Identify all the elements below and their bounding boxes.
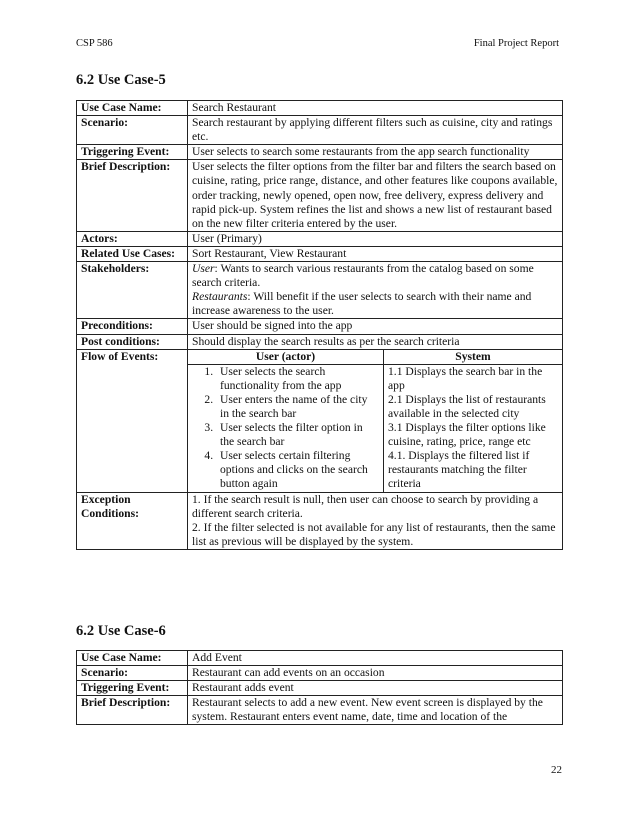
value-triggering-event: User selects to search some restaurants from the app search functionality: [188, 145, 563, 160]
actor-step: 1. User selects the search functionality from the app: [216, 365, 379, 393]
label-triggering-event: Triggering Event:: [77, 681, 188, 696]
flow-actor-steps: [188, 364, 384, 491]
system-step: 4.1. Displays the filtered list if restaurants matching the filter criteria: [388, 449, 530, 491]
value-actors: User (Primary): [188, 231, 563, 246]
row-stakeholders: [77, 262, 563, 319]
label-brief-description: Brief Description:: [77, 160, 188, 231]
label-flow-of-events: Flow of Events:: [77, 349, 188, 492]
section-title-use-case-5: 6.2 Use Case-5: [76, 72, 166, 88]
exception-item: 1. If the search result is null, then user can choose to search by providing a different search criteria.: [192, 492, 539, 520]
label-post-conditions: Post conditions:: [77, 334, 188, 349]
system-step: 1.1 Displays the search bar in the app: [388, 364, 543, 392]
stakeholder-user-text: : Wants to search various restaurants from the catalog based on some search criteria.: [192, 262, 534, 290]
row-post-conditions: [77, 334, 563, 349]
label-use-case-name: Use Case Name:: [77, 651, 188, 666]
actor-step: 4. User selects certain filtering options and clicks on the search button again: [216, 449, 379, 491]
actor-step: 3. User selects the filter option in the search bar: [216, 421, 379, 449]
stakeholder-restaurants: [192, 290, 558, 318]
exception-item: 2. If the filter selected is not available for any list of restaurants, then the same list as previous will be displayed by the system.: [192, 520, 556, 548]
flow-header-system: System: [384, 350, 563, 365]
running-header-right: Final Project Report: [473, 38, 559, 49]
actor-step: 2. User enters the name of the city in the search bar: [216, 393, 379, 421]
value-brief-description: User selects the filter options from the filter bar and filters the search based on cuisine, rating, price range, distance, and other features like coupons available, order tracking, newly opened, open now, free delivery, express delivery and rapid pick-up. System refines the list and shows a new list of restaurant based on the new filter criteria entered by the user.: [188, 160, 563, 231]
value-preconditions: User should be signed into the app: [188, 319, 563, 334]
value-triggering-event: Restaurant adds event: [188, 681, 563, 696]
use-case-6-table: [76, 650, 563, 725]
flow-header-actor: User (actor): [188, 350, 384, 365]
value-scenario: Search restaurant by applying different filters such as cuisine, city and ratings etc.: [188, 116, 563, 145]
row-scenario: [77, 116, 563, 145]
label-actors: Actors:: [77, 231, 188, 246]
row-flow-of-events: [77, 349, 563, 492]
row-use-case-name: [77, 651, 563, 666]
row-exception-conditions: [77, 492, 563, 549]
label-triggering-event: Triggering Event:: [77, 145, 188, 160]
flow-system-steps: [384, 364, 563, 491]
value-stakeholders: [188, 262, 563, 319]
flow-of-events-table: [188, 350, 562, 492]
flow-steps-row: [188, 364, 562, 491]
row-brief-description: [77, 160, 563, 231]
section-title-use-case-6: 6.2 Use Case-6: [76, 623, 166, 639]
row-actors: [77, 231, 563, 246]
page-number: 22: [551, 764, 562, 776]
label-exception-conditions: Exception Conditions:: [77, 492, 188, 549]
value-scenario: Restaurant can add events on an occasion: [188, 666, 563, 681]
stakeholder-user-name: User: [192, 262, 215, 276]
label-scenario: Scenario:: [77, 666, 188, 681]
label-scenario: Scenario:: [77, 116, 188, 145]
stakeholder-restaurants-name: Restaurants: [192, 290, 248, 304]
label-use-case-name: Use Case Name:: [77, 101, 188, 116]
label-brief-description: Brief Description:: [77, 696, 188, 725]
value-exception-conditions: [188, 492, 563, 549]
system-step: 2.1 Displays the list of restaurants available in the selected city: [388, 392, 546, 420]
value-post-conditions: Should display the search results as per the search criteria: [188, 334, 563, 349]
label-stakeholders: Stakeholders:: [77, 262, 188, 319]
value-brief-description: Restaurant selects to add a new event. New event screen is displayed by the system. Restaurant enters event name, date, time and location of the: [188, 696, 563, 725]
actor-steps-list: [192, 365, 379, 492]
use-case-5-table: [76, 100, 563, 550]
label-related-use-cases: Related Use Cases:: [77, 246, 188, 261]
row-triggering-event: [77, 681, 563, 696]
row-triggering-event: [77, 145, 563, 160]
stakeholder-restaurants-text: : Will benefit if the user selects to search with their name and increase awareness to the user.: [192, 290, 532, 318]
system-step: 3.1 Displays the filter options like cuisine, rating, price, range etc: [388, 421, 546, 449]
label-preconditions: Preconditions:: [77, 319, 188, 334]
value-use-case-name: Search Restaurant: [188, 101, 563, 116]
value-use-case-name: Add Event: [188, 651, 563, 666]
row-use-case-name: [77, 101, 563, 116]
row-related-use-cases: [77, 246, 563, 261]
stakeholder-user: [192, 262, 558, 290]
value-flow-of-events: [188, 349, 563, 492]
row-brief-description: [77, 696, 563, 725]
flow-header-row: [188, 350, 562, 365]
running-header-left: CSP 586: [76, 38, 113, 49]
row-preconditions: [77, 319, 563, 334]
row-scenario: [77, 666, 563, 681]
value-related-use-cases: Sort Restaurant, View Restaurant: [188, 246, 563, 261]
